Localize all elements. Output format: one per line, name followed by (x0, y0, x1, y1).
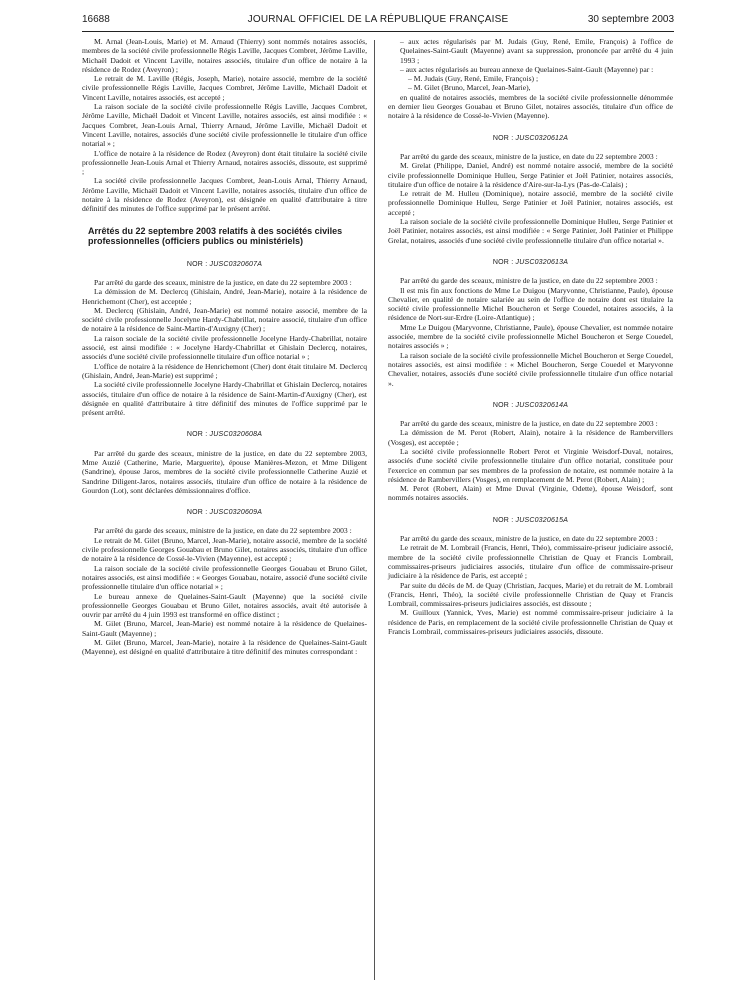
decree-paragraph: La société civile professionnelle Jocelyne Hardy-Chabrillat et Ghislain Declercq, notaires associés, titulaire d'un office de notaire à la résidence de Saint-Martin-d'Auxigny (Cher), est désignée en qualité d'attributaire à titre définitif des minutes de l'office supprimé par le présent arrêté. (82, 380, 367, 418)
decree-paragraph: La raison sociale de la société civile professionnelle Georges Gouabau et Bruno Gilet, notaires associés, est ainsi modifiée : « Georges Gouabau, notaire, associé d'une société civile professionnelle titulaire d'un office notarial » ; (82, 563, 367, 592)
nor-reference (82, 260, 367, 269)
nor-reference (388, 516, 673, 525)
decree-paragraph: M. Arnal (Jean-Louis, Marie) et M. Arnaud (Thierry) sont nommés notaires associés, membres de la société civile professionnelle Régis Laville, Jacques Combret, Jérôme Laville, Michaël Dadoit et Vincent Laville, notaires associés, titulaire d'un office de notaire à la résidence de Rodez (Aveyron) ; (82, 37, 367, 74)
decree-paragraph: M. Gilet (Bruno, Marcel, Jean-Marie) est nommé notaire à la résidence de Quelaines-Saint-Gault (Mayenne) ; (82, 619, 367, 638)
decree-paragraph: M. Gilet (Bruno, Marcel, Jean-Marie), notaire à la résidence de Quelaines-Saint-Gault (Mayenne), est désigné en qualité d'attributaire à titre définitif des minutes correspondant : (82, 638, 367, 657)
nor-label: NOR : (186, 431, 208, 439)
decree-paragraph: La raison sociale de la société civile professionnelle Régis Laville, Jacques Combret, Jérôme Laville, Michaël Dadoit et Vincent Laville, notaires associés, est ainsi modifiée : « Jacques Combret, Jean-Louis Arnal, Thierry Arnaud, Jérôme Laville, Michaël Dadoit et Vincent Laville, notaires, associés d'une société civile professionnelle le titulaire d'un office notarial » ; (82, 102, 367, 149)
decree-paragraph: L'office de notaire à la résidence de Henrichemont (Cher) dont était titulaire M. Declercq (Ghislain, André, Jean-Marie) est supprimé ; (82, 361, 367, 380)
decree-paragraph: Il est mis fin aux fonctions de Mme Le Duigou (Maryvonne, Christianne, Paule), épouse Chevalier, en qualité de notaire salariée au sein de l'office de notaire dont est titulaire la société civile professionnelle Michel Boucheron et Serge Couedel, notaires associés, à la résidence de Nort-sur-Erdre (Loire-Atlantique) ; (388, 285, 673, 323)
decree-paragraph: M. Perot (Robert, Alain) et Mme Duval (Virginie, Odette), épouse Weisdorf, sont nommés notaires associés. (388, 484, 673, 503)
decree-paragraph: Par arrêté du garde des sceaux, ministre de la justice, en date du 22 septembre 2003 : (94, 277, 352, 287)
nor-reference (82, 430, 367, 439)
nor-label: NOR : (186, 509, 208, 517)
list-item: – aux actes régularisés par M. Judais (Guy, René, Emile, François) à l'office de Quelaines-Saint-Gault (Mayenne) avant sa suppression, prononcée par arrêté du 4 juin 1993 ; (400, 37, 673, 65)
nor-label: NOR : (492, 516, 514, 524)
decree-paragraph: L'office de notaire à la résidence de Rodez (Aveyron) dont était titulaire la société civile professionnelle Jean-Louis Arnal et Thierry Arnaud, notaires associés, dissoute, est supprimé ; (82, 148, 367, 177)
right-column (388, 37, 673, 636)
decree-paragraph: La raison sociale de la société civile professionnelle Jocelyne Hardy-Chabrillat, notaire associé, est ainsi modifiée : « Jocelyne Hardy-Chabrillat et Ghislain Declercq, notaires, associés d'une société civile professionnelle titulaire d'un office notarial » ; (82, 333, 367, 362)
nor-label: NOR : (492, 258, 514, 266)
decree-paragraph: Mme Le Duigou (Maryvonne, Christianne, Paule), épouse Chevalier, est nommée notaire associée, membre de la société civile professionnelle Michel Boucheron et Serge Couedel, notaires associés » ; (388, 322, 673, 351)
left-column (82, 37, 367, 657)
decree-paragraph: La démission de M. Perot (Robert, Alain), notaire à la résidence de Rambervillers (Vosges), est acceptée ; (388, 428, 673, 447)
nor-reference (388, 134, 673, 143)
nor-code: JUSC0320607A (209, 260, 263, 268)
nor-code: JUSC0320615A (515, 516, 569, 524)
section-title: Arrêtés du 22 septembre 2003 relatifs à des sociétés civiles professionnelles (officiers publics ou ministériels) (88, 225, 343, 247)
decree-paragraph: Le retrait de M. Laville (Régis, Joseph, Marie), notaire associé, membre de la société civile professionnelle Régis Laville, Jacques Combret, Jérôme Laville, Michaël Dadoit et Vincent Laville, notaires associés, est accepté ; (82, 74, 367, 102)
nor-reference (388, 258, 673, 267)
page-number: 16688 (82, 14, 110, 25)
decree-paragraph: La société civile professionnelle Robert Perot et Virginie Weisdorf-Duval, notaires, associés d'une société civile professionnelle titulaire d'un office notarial, constituée pour l'exercice en commun par ses membres de la profession de notaire, est nommée notaire à la résidence de Rambervillers (Vosges), en remplacement de M. Perot (Robert, Alain) ; (388, 446, 673, 484)
decree-paragraph: M. Declercq (Ghislain, André, Jean-Marie) est nommé notaire associé, membre de la société civile professionnelle Jocelyne Hardy-Chabrillat, notaire associé, titulaire d'un office de notaire à la résidence de Saint-Martin-d'Auxigny (Cher) ; (82, 305, 367, 334)
decree-paragraph: La société civile professionnelle Jacques Combret, Jean-Louis Arnal, Thierry Arnaud, Jérôme Laville, Michaël Dadoit et Vincent Laville, notaires associés, titulaire d'un office de notaire à la résidence de Rodez (Aveyron), est désignée en qualité d'attributaire à titre définitif des minutes de l'office supprimé par le présent arrêté. (82, 176, 367, 214)
nor-reference (82, 508, 367, 517)
decree-paragraph: Par suite du décès de M. de Quay (Christian, Jacques, Marie) et du retrait de M. Lombrail (Francis, Henri, Théo), la société civile professionnelle Christian de Quay et Francis Lombrail, commissaires-priseurs judiciaires associés, est dissoute ; (388, 580, 673, 609)
nor-reference (388, 401, 673, 410)
decree-paragraph: Par arrêté du garde des sceaux, ministre de la justice, en date du 22 septembre 2003 : (400, 151, 658, 161)
nor-code: JUSC0320614A (515, 401, 569, 409)
decree-paragraph: Par arrêté du garde des sceaux, ministre de la justice, en date du 22 septembre 2003 : (400, 534, 658, 544)
decree-paragraph: Par arrêté du garde des sceaux, ministre de la justice, en date du 22 septembre 2003 : (400, 419, 658, 429)
decree-paragraph: Le retrait de M. Gilet (Bruno, Marcel, Jean-Marie), notaire associé, membre de la société civile professionnelle Georges Gouabau et Bruno Gilet, notaires associés, titulaire d'un office de notaire à la résidence de Cossé-le-Vivien (Mayenne), est accepté ; (82, 535, 367, 564)
list-item: – M. Gilet (Bruno, Marcel, Jean-Marie), (408, 83, 531, 93)
nor-label: NOR : (186, 260, 208, 268)
decree-paragraph: Par arrêté du garde des sceaux, ministre de la justice, en date du 22 septembre 2003 : (400, 276, 658, 286)
decree-paragraph: Le bureau annexe de Quelaines-Saint-Gault (Mayenne) que la société civile professionnelle Georges Gouabau et Bruno Gilet, notaires associés, avait été autorisée à ouvrir par arrêté du 4 juin 1993 est transformé en office distinct ; (82, 591, 367, 620)
nor-label: NOR : (492, 401, 514, 409)
list-item: – aux actes régularisés au bureau annexe de Quelaines-Saint-Gault (Mayenne) par : (400, 64, 654, 74)
page-header (82, 14, 674, 30)
nor-code: JUSC0320608A (209, 431, 263, 439)
decree-paragraph: La raison sociale de la société civile professionnelle Michel Boucheron et Serge Couedel, notaires associés, est ainsi modifiée : « Michel Boucheron, Serge Couedel et Maryvonne Chevalier, notaires, associés d'une société civile professionnelle titulaire d'un office notarial ». (388, 350, 673, 388)
list-item: – M. Judais (Guy, René, Emile, François) ; (408, 74, 539, 84)
journal-title: JOURNAL OFFICIEL DE LA RÉPUBLIQUE FRANÇAISE (247, 14, 509, 25)
nor-code: JUSC0320612A (515, 134, 569, 142)
decree-paragraph: en qualité de notaires associés, membres de la société civile professionnelle dénommée en dernier lieu Georges Gouabau et Bruno Gilet, notaires associés, titulaire d'un office de notaire à la résidence de Cossé-le-Vivien (Mayenne). (388, 92, 673, 121)
issue-date: 30 septembre 2003 (587, 14, 674, 25)
header-rule (82, 31, 674, 32)
decree-paragraph: M. Guilloux (Yannick, Yves, Marie) est nommé commissaire-priseur judiciaire à la résidence de Paris, en remplacement de la société civile professionnelle Christian de Quay et Francis Lombrail, commissaires-priseurs judiciaires associés, dissoute. (388, 608, 673, 637)
nor-label: NOR : (492, 134, 514, 142)
nor-code: JUSC0320609A (209, 509, 263, 517)
decree-paragraph: M. Grelat (Philippe, Daniel, André) est nommé notaire associé, membre de la société civile professionnelle Dominique Hulleu, Serge Patinier et Joël Patinier, notaires associés, titulaire d'un office de notaire à la résidence d'Aire-sur-la-Lys (Pas-de-Calais) ; (388, 161, 673, 189)
decree-paragraph: Le retrait de M. Hulleu (Dominique), notaire associé, membre de la société civile professionnelle Dominique Hulleu, Serge Patinier et Joël Patinier, notaires associés, est accepté ; (388, 189, 673, 217)
column-divider (374, 40, 375, 980)
decree-paragraph: Par arrêté du garde des sceaux, ministre de la justice, en date du 22 septembre 2003, Mme Auzié (Catherine, Marie, Marguerite), épouse Manières-Mezon, et Mme Diligent (Sandrine), épouse Jaros, membres de la société civile professionnelle Catherine Auzié et Sandrine Diligent-Jaros, notaires associés, titulaire d'un office de notaire à la résidence de Gourdon (Lot), sont déclarées démissionnaires d'office. (82, 448, 367, 495)
decree-paragraph: La démission de M. Declercq (Ghislain, André, Jean-Marie), notaire à la résidence de Henrichemont (Cher), est acceptée ; (82, 287, 367, 306)
decree-paragraph: La raison sociale de la société civile professionnelle Dominique Hulleu, Serge Patinier et Joël Patinier, notaires associés, est ainsi modifiée : « Serge Patinier, Joël Patinier et Philippe Grelat, notaires, associés d'une société civile professionnelle titulaire d'un office notarial ». (388, 217, 673, 245)
nor-code: JUSC0320613A (515, 258, 569, 266)
decree-paragraph: Le retrait de M. Lombrail (Francis, Henri, Théo), commissaire-priseur judiciaire associé, membre de la société civile professionnelle Christian de Quay et Francis Lombrail, commissaires-priseurs judiciaires associés, titulaire d'un office de commissaire-priseur judiciaire à la résidence de Paris, est accepté ; (388, 543, 673, 581)
decree-paragraph: Par arrêté du garde des sceaux, ministre de la justice, en date du 22 septembre 2003 : (94, 526, 352, 536)
